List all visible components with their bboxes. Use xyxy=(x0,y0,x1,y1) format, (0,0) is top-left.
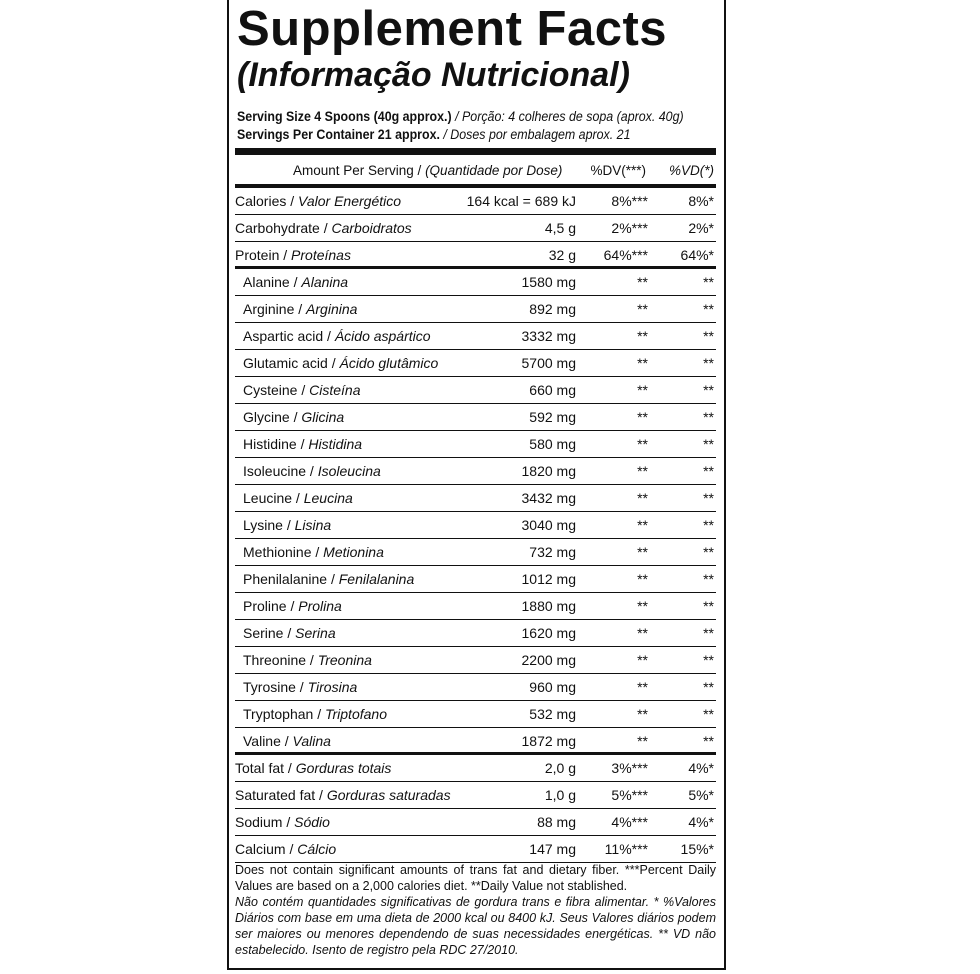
top-thick-divider xyxy=(235,148,716,155)
nutrient-name xyxy=(243,436,362,452)
nutrient-amount: 1880 mg xyxy=(521,598,576,614)
nutrient-name-pt: Glicina xyxy=(301,409,345,425)
nutrient-name xyxy=(243,706,387,722)
nutrient-amount: 960 mg xyxy=(529,679,576,695)
nutrient-vd: ** xyxy=(703,706,714,722)
nutrient-amount: 660 mg xyxy=(529,382,576,398)
table-row xyxy=(235,701,716,728)
panel-title: Supplement Facts xyxy=(237,2,668,56)
nutrient-name-pt: Treonina xyxy=(317,652,372,668)
nutrient-amount: 88 mg xyxy=(537,814,576,830)
servings-per-container-pt: / Doses por embalagem aprox. 21 xyxy=(439,127,631,142)
nutrient-dv: 2%*** xyxy=(611,220,648,236)
nutrient-name xyxy=(235,220,412,236)
nutrient-name-en: Histidine / xyxy=(243,436,309,452)
nutrient-amount: 32 g xyxy=(548,247,576,263)
nutrient-name-pt: Carboidratos xyxy=(331,220,412,236)
table-row xyxy=(235,809,716,836)
nutrient-name xyxy=(243,571,414,587)
nutrient-amount: 892 mg xyxy=(529,301,576,317)
nutrient-name xyxy=(235,760,391,776)
nutrient-name-pt: Arginina xyxy=(306,301,358,317)
nutrient-name xyxy=(235,841,336,857)
nutrient-amount: 1820 mg xyxy=(521,463,576,479)
nutrient-vd: ** xyxy=(703,571,714,587)
vd-header: %VD(*) xyxy=(668,163,714,178)
nutrient-name-en: Calories / xyxy=(235,193,299,209)
table-row xyxy=(235,377,716,404)
nutrient-amount: 2200 mg xyxy=(521,652,576,668)
table-row xyxy=(235,674,716,701)
nutrient-name-en: Tyrosine / xyxy=(243,679,308,695)
nutrient-name-en: Cysteine / xyxy=(243,382,310,398)
nutrient-name-en: Isoleucine / xyxy=(243,463,318,479)
nutrient-name xyxy=(235,247,351,263)
nutrient-amount: 164 kcal = 689 kJ xyxy=(466,193,576,209)
nutrient-name xyxy=(235,193,401,209)
nutrient-name-en: Glycine / xyxy=(243,409,302,425)
nutrient-dv: ** xyxy=(637,382,648,398)
nutrient-vd: ** xyxy=(703,490,714,506)
nutrient-amount: 1012 mg xyxy=(521,571,576,587)
nutrient-name-en: Lysine / xyxy=(243,517,295,533)
nutrient-name-pt: Fenilalanina xyxy=(338,571,415,587)
table-row xyxy=(235,404,716,431)
nutrient-name xyxy=(243,382,361,398)
nutrient-name-pt: Cálcio xyxy=(297,841,337,857)
nutrient-amount: 532 mg xyxy=(529,706,576,722)
nutrient-name xyxy=(243,652,372,668)
table-row xyxy=(235,242,716,269)
amount-header-pt: (Quantidade por Dose) xyxy=(425,163,563,178)
table-row xyxy=(235,539,716,566)
nutrient-name-pt: Cisteína xyxy=(309,382,361,398)
nutrient-dv: ** xyxy=(637,679,648,695)
nutrient-dv: ** xyxy=(637,490,648,506)
nutrient-name xyxy=(243,328,431,344)
nutrient-vd: 4%* xyxy=(688,814,714,830)
nutrient-name-pt: Ácido glutâmico xyxy=(339,355,439,371)
table-row xyxy=(235,188,716,215)
nutrient-vd: ** xyxy=(703,409,714,425)
nutrient-vd: ** xyxy=(703,544,714,560)
supplement-facts-panel xyxy=(227,0,726,970)
nutrient-dv: ** xyxy=(637,544,648,560)
nutrient-name-pt: Proteínas xyxy=(291,247,351,263)
nutrient-name xyxy=(243,463,381,479)
servings-per-container xyxy=(237,126,630,143)
nutrient-name-en: Proline / xyxy=(243,598,299,614)
nutrient-name xyxy=(243,733,331,749)
nutrient-dv: ** xyxy=(637,409,648,425)
nutrient-vd: ** xyxy=(703,652,714,668)
table-row xyxy=(235,323,716,350)
nutrient-name-en: Leucine / xyxy=(243,490,304,506)
table-row xyxy=(235,350,716,377)
nutrient-name-pt: Isoleucina xyxy=(317,463,381,479)
nutrient-vd: 2%* xyxy=(688,220,714,236)
nutrient-name-pt: Lisina xyxy=(294,517,332,533)
table-row xyxy=(235,593,716,620)
nutrient-name xyxy=(243,409,344,425)
nutrient-amount: 1620 mg xyxy=(521,625,576,641)
nutrient-vd: ** xyxy=(703,436,714,452)
nutrient-vd: ** xyxy=(703,679,714,695)
nutrient-name xyxy=(243,301,357,317)
nutrient-name-en: Calcium / xyxy=(235,841,298,857)
nutrient-name xyxy=(243,490,353,506)
serving-size xyxy=(237,108,684,125)
nutrient-vd: 5%* xyxy=(688,787,714,803)
nutrient-amount: 592 mg xyxy=(529,409,576,425)
nutrient-amount: 3040 mg xyxy=(521,517,576,533)
table-row xyxy=(235,782,716,809)
nutrient-name-pt: Leucina xyxy=(303,490,353,506)
table-row xyxy=(235,620,716,647)
nutrient-dv: ** xyxy=(637,652,648,668)
nutrient-name-pt: Gorduras totais xyxy=(295,760,392,776)
nutrient-name-en: Tryptophan / xyxy=(243,706,325,722)
nutrient-dv: ** xyxy=(637,328,648,344)
nutrient-dv: ** xyxy=(637,463,648,479)
nutrient-name-en: Glutamic acid / xyxy=(243,355,340,371)
table-row xyxy=(235,647,716,674)
nutrient-name-en: Total fat / xyxy=(235,760,296,776)
table-row xyxy=(235,269,716,296)
nutrient-name xyxy=(243,274,348,290)
nutrient-vd: ** xyxy=(703,355,714,371)
nutrient-name-pt: Triptofano xyxy=(324,706,387,722)
nutrient-name-en: Protein / xyxy=(235,247,292,263)
nutrient-dv: 8%*** xyxy=(611,193,648,209)
footnote-en: Does not contain significant amounts of trans fat and dietary fiber. ***Percent Daily Values are based on a 2,000 calories diet. **Daily Value not stablished. xyxy=(235,863,716,893)
table-row xyxy=(235,485,716,512)
nutrient-name-pt: Serina xyxy=(295,625,336,641)
nutrient-name-pt: Alanina xyxy=(301,274,349,290)
nutrient-name-en: Alanine / xyxy=(243,274,302,290)
nutrient-name-en: Threonine / xyxy=(243,652,318,668)
nutrient-vd: 8%* xyxy=(688,193,714,209)
nutrient-dv: ** xyxy=(637,274,648,290)
nutrient-name xyxy=(235,787,451,803)
nutrient-name xyxy=(243,355,438,371)
nutrient-dv: ** xyxy=(637,598,648,614)
table-row xyxy=(235,836,716,863)
nutrient-amount: 3332 mg xyxy=(521,328,576,344)
nutrient-dv: ** xyxy=(637,436,648,452)
nutrient-amount: 1872 mg xyxy=(521,733,576,749)
serving-size-en: Serving Size 4 Spoons (40g approx.) xyxy=(237,109,452,124)
nutrient-name-en: Saturated fat / xyxy=(235,787,327,803)
nutrient-name-en: Arginine / xyxy=(243,301,307,317)
nutrient-amount: 580 mg xyxy=(529,436,576,452)
nutrient-vd: ** xyxy=(703,382,714,398)
nutrient-dv: ** xyxy=(637,571,648,587)
nutrient-vd: ** xyxy=(703,463,714,479)
nutrient-name-en: Sodium / xyxy=(235,814,295,830)
table-row xyxy=(235,728,716,755)
nutrient-amount: 1580 mg xyxy=(521,274,576,290)
nutrient-name-pt: Histidina xyxy=(308,436,363,452)
nutrient-name-en: Valine / xyxy=(243,733,293,749)
amount-header-en: Amount Per Serving / xyxy=(293,163,426,178)
table-row xyxy=(235,431,716,458)
table-row xyxy=(235,296,716,323)
nutrient-name-pt: Tirosina xyxy=(307,679,358,695)
nutrient-vd: 15%* xyxy=(680,841,714,857)
nutrient-amount: 5700 mg xyxy=(521,355,576,371)
nutrient-name xyxy=(243,598,342,614)
nutrient-dv: ** xyxy=(637,517,648,533)
nutrient-dv: 5%*** xyxy=(611,787,648,803)
nutrient-name-pt: Sódio xyxy=(294,814,330,830)
nutrient-vd: ** xyxy=(703,625,714,641)
nutrient-dv: 4%*** xyxy=(611,814,648,830)
amount-header xyxy=(293,163,562,178)
nutrient-dv: 3%*** xyxy=(611,760,648,776)
nutrient-dv: 64%*** xyxy=(603,247,648,263)
panel-subtitle: (Informação Nutricional) xyxy=(237,56,630,94)
nutrient-vd: ** xyxy=(703,598,714,614)
nutrient-dv: ** xyxy=(637,625,648,641)
nutrient-amount: 1,0 g xyxy=(544,787,576,803)
nutrient-vd: ** xyxy=(703,733,714,749)
dv-header: %DV(***) xyxy=(590,163,646,178)
footnote-pt: Não contém quantidades significativas de gordura trans e fibra alimentar. * %Valores Diários com base em uma dieta de 2000 kcal ou 8400 kJ. Seus Valores diários podem ser maiores ou menores dependendo de suas necessidades energéticas. ** VD não estabelecido. Isento de registro pela RDC 27/2010. xyxy=(235,895,716,957)
nutrient-name-pt: Ácido aspártico xyxy=(334,328,431,344)
nutrient-vd: ** xyxy=(703,517,714,533)
nutrient-name xyxy=(235,814,330,830)
nutrient-dv: ** xyxy=(637,706,648,722)
nutrient-name-en: Phenilalanine / xyxy=(243,571,339,587)
nutrient-amount: 2,0 g xyxy=(544,760,576,776)
nutrient-name-en: Methionine / xyxy=(243,544,324,560)
nutrient-amount: 147 mg xyxy=(529,841,576,857)
nutrient-name-pt: Metionina xyxy=(323,544,384,560)
nutrient-name-pt: Valina xyxy=(292,733,331,749)
nutrient-name xyxy=(243,625,336,641)
column-header xyxy=(235,161,716,183)
table-row xyxy=(235,215,716,242)
nutrient-vd: ** xyxy=(703,274,714,290)
nutrient-amount: 3432 mg xyxy=(521,490,576,506)
nutrient-name-pt: Valor Energético xyxy=(298,193,402,209)
serving-size-pt: / Porção: 4 colheres de sopa (aprox. 40g) xyxy=(451,109,684,124)
nutrient-vd: ** xyxy=(703,301,714,317)
nutrient-dv: ** xyxy=(637,301,648,317)
nutrient-amount: 4,5 g xyxy=(544,220,576,236)
nutrient-dv: ** xyxy=(637,355,648,371)
nutrient-table xyxy=(235,188,716,863)
nutrient-name-pt: Prolina xyxy=(298,598,342,614)
table-row xyxy=(235,458,716,485)
nutrient-dv: 11%*** xyxy=(604,841,648,857)
nutrient-name xyxy=(243,679,357,695)
table-row xyxy=(235,755,716,782)
nutrient-name-en: Serine / xyxy=(243,625,296,641)
nutrient-name-pt: Gorduras saturadas xyxy=(326,787,451,803)
table-row xyxy=(235,566,716,593)
nutrient-name-en: Aspartic acid / xyxy=(243,328,335,344)
nutrient-vd: ** xyxy=(703,328,714,344)
servings-per-container-en: Servings Per Container 21 approx. xyxy=(237,127,440,142)
footnotes xyxy=(235,862,716,958)
table-row xyxy=(235,512,716,539)
nutrient-vd: 4%* xyxy=(688,760,714,776)
nutrient-vd: 64%* xyxy=(680,247,714,263)
nutrient-name-en: Carbohydrate / xyxy=(235,220,332,236)
nutrient-name xyxy=(243,517,331,533)
nutrient-amount: 732 mg xyxy=(529,544,576,560)
nutrient-name xyxy=(243,544,384,560)
nutrient-dv: ** xyxy=(637,733,648,749)
